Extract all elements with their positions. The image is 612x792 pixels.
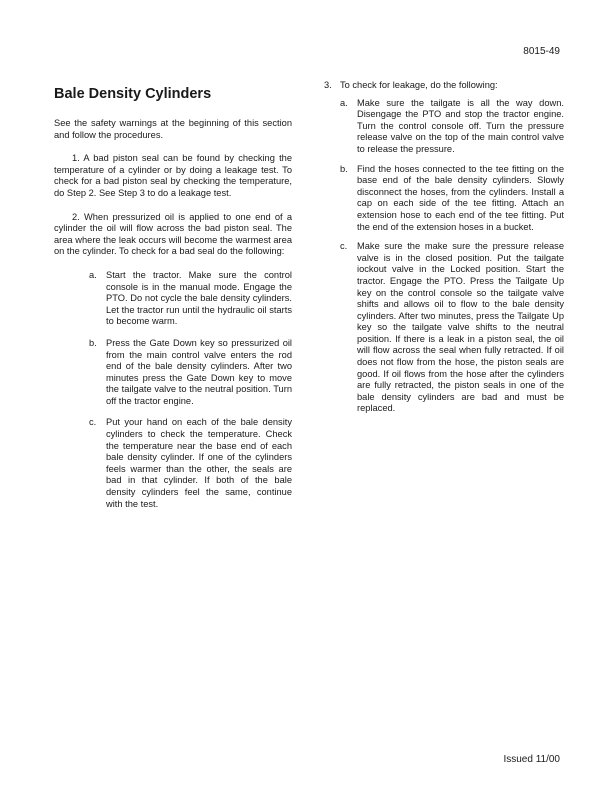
left-column [54,86,292,520]
list-item-text: Make sure the make sure the pressure release valve is in the closed position. Put the tailgate iockout valve in the Locked position. Start the tractor. Engage the PTO. Press the Tailgate Up key on the control console so the tailgate valve shifts and allows oil to flow to the bale density cylinders. After two minutes, press the Tailgate Up key so the tailgate valve shifts to the neutral position. If there is a leak in a piston seal, the oil will flow across the seal when fully retracted. If oil does not flow from the hose, the piston seals are good. If oil flows from the hose after the cylinders are fully retracted, the piston seals in one of the bale density cylinders are bad and must be replaced. [357,241,564,414]
list-item [340,98,564,156]
step-2-paragraph: 2. When pressurized oil is applied to one end of a cylinder the oil will flow across the bad piston seal. The area where the leak occurs will become the warmest area on the cylinder. To check for a bad seal do the following: [54,211,292,257]
list-item-letter: c. [340,241,348,252]
list-item [89,417,292,510]
list-item-text: Make sure the tailgate is all the way down. Disengage the PTO and stop the tractor engine. Turn the control console off. Turn the pressure release valve on the top of the main control valve to release the pressure. [357,97,564,154]
list-item-text: Press the Gate Down key so pressurized oil from the main control valve enters the rod end of the bale density cylinders. After two minutes press the Gate Down key to move the tailgate valve to the neutral position. Turn off the tractor engine. [106,337,292,406]
list-item [340,164,564,234]
step-3-number: 3. [324,80,332,90]
page-number: 8015-49 [523,46,560,57]
list-item-text: Put your hand on each of the bale density cylinders to check the temperature. Check the temperature near the base end of each bale density cylinder. If one of the cylinders feels warmer than the other, the seals are bad in that cylinder. If both of the bale density cylinders feel the same, continue with the test. [106,417,292,509]
list-item-text: Find the hoses connected to the tee fitting on the base end of the bale density cylinders. Slowly disconnect the hoses, from the cylinders. Install a cap on each side of the tee fitting. Attach an extension hose to each end of the tee fitting. Put the end of the extension hoses in a bucket. [357,163,564,232]
right-column [324,80,564,423]
intro-paragraph: See the safety warnings at the beginning of this section and follow the procedures. [54,118,292,140]
section-title: Bale Density Cylinders [54,86,212,102]
step-2-list [89,270,292,510]
list-item-letter: a. [89,269,97,280]
list-item [340,241,564,415]
list-item [89,338,292,408]
list-item-letter: b. [340,163,348,174]
list-item-letter: b. [89,337,97,348]
list-item-text: Start the tractor. Make sure the control console is in the manual mode. Engage the PTO. Do not cycle the bale density cylinders. Let the tractor run until the hydraulic oil starts to become warm. [106,269,292,327]
list-item [89,270,292,328]
step-3-header [324,80,564,92]
step-3-text: To check for leakage, do the following: [340,80,498,90]
step-1-paragraph: 1. A bad piston seal can be found by checking the temperature of a cylinder or by doing a leakage test. To check for a bad piston seal by checking the temperature, do Step 2. See Step 3 to do a leakage test. [54,153,292,198]
step-3-list [340,98,564,415]
list-item-letter: c. [89,417,97,428]
issue-date: Issued 11/00 [503,754,560,765]
list-item-letter: a. [340,97,348,108]
